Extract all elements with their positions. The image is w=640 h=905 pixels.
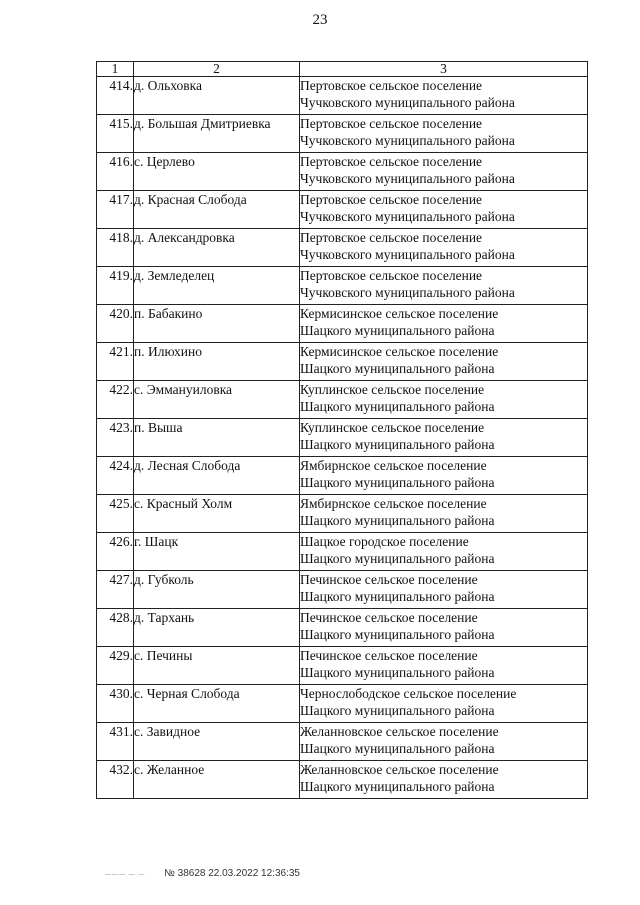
row-number: 418. [97,229,134,267]
settlement-name: Чернослободское сельское поселение [300,686,517,701]
district-name: Шацкого муниципального района [300,513,495,528]
district-name: Шацкого муниципального района [300,741,495,756]
place-name: п. Выша [134,419,300,457]
row-number: 415. [97,115,134,153]
district-name: Чучковского муниципального района [300,171,515,186]
column-header-place: 2 [134,62,300,77]
table-row [97,457,588,495]
district-name: Шацкого муниципального района [300,399,495,414]
settlement-cell [300,153,588,191]
place-name: д. Ольховка [134,77,300,115]
column-header-settlement: 3 [300,62,588,77]
district-name: Шацкого муниципального района [300,551,495,566]
settlement-name: Кермисинское сельское поселение [300,344,499,359]
table-row [97,229,588,267]
row-number: 419. [97,267,134,305]
settlement-name: Шацкое городское поселение [300,534,469,549]
settlement-cell [300,229,588,267]
footer-stamp [105,868,300,879]
table-row [97,343,588,381]
row-number: 430. [97,685,134,723]
settlement-cell [300,761,588,799]
row-number: 422. [97,381,134,419]
row-number: 414. [97,77,134,115]
table-header-row [97,62,588,77]
settlement-cell [300,723,588,761]
table-row [97,77,588,115]
row-number: 426. [97,533,134,571]
settlement-name: Пертовское сельское поселение [300,78,483,93]
table-row [97,647,588,685]
settlement-cell [300,77,588,115]
settlement-name: Ямбирнское сельское поселение [300,496,487,511]
settlement-name: Печинское сельское поселение [300,610,478,625]
row-number: 417. [97,191,134,229]
settlement-name: Желанновское сельское поселение [300,724,499,739]
document-reference: № 38628 22.03.2022 12:36:35 [164,868,300,879]
settlement-name: Пертовское сельское поселение [300,154,483,169]
district-name: Шацкого муниципального района [300,627,495,642]
table-row [97,761,588,799]
place-name: с. Желанное [134,761,300,799]
settlement-name: Желанновское сельское поселение [300,762,499,777]
place-name: с. Эммануиловка [134,381,300,419]
table-row [97,571,588,609]
settlement-name: Куплинское сельское поселение [300,420,485,435]
column-header-number: 1 [97,62,134,77]
table-row [97,723,588,761]
district-name: Чучковского муниципального района [300,285,515,300]
district-name: Шацкого муниципального района [300,361,495,376]
page-number: 23 [312,12,328,28]
place-name: д. Губколь [134,571,300,609]
place-name: д. Лесная Слобода [134,457,300,495]
settlement-cell [300,609,588,647]
district-name: Чучковского муниципального района [300,95,515,110]
row-number: 425. [97,495,134,533]
place-name: п. Бабакино [134,305,300,343]
table-row [97,381,588,419]
settlement-cell [300,533,588,571]
settlement-name: Куплинское сельское поселение [300,382,485,397]
table-row [97,419,588,457]
place-name: с. Красный Холм [134,495,300,533]
district-name: Шацкого муниципального района [300,703,495,718]
district-name: Шацкого муниципального района [300,779,495,794]
table-row [97,115,588,153]
district-name: Шацкого муниципального района [300,437,495,452]
row-number: 429. [97,647,134,685]
row-number: 416. [97,153,134,191]
district-name: Шацкого муниципального района [300,665,495,680]
table-row [97,305,588,343]
settlement-cell [300,571,588,609]
row-number: 432. [97,761,134,799]
settlement-name: Печинское сельское поселение [300,572,478,587]
row-number: 428. [97,609,134,647]
row-number: 420. [97,305,134,343]
place-name: г. Шацк [134,533,300,571]
table-row [97,533,588,571]
settlement-cell [300,305,588,343]
settlement-name: Пертовское сельское поселение [300,268,483,283]
place-name: с. Церлево [134,153,300,191]
table-row [97,191,588,229]
settlement-name: Пертовское сельское поселение [300,192,483,207]
place-name: д. Тархань [134,609,300,647]
district-name: Шацкого муниципального района [300,323,495,338]
table-row [97,685,588,723]
settlement-name: Пертовское сельское поселение [300,116,483,131]
place-name: д. Красная Слобода [134,191,300,229]
settlement-cell [300,191,588,229]
place-name: д. Земледелец [134,267,300,305]
district-name: Чучковского муниципального района [300,209,515,224]
settlement-name: Ямбирнское сельское поселение [300,458,487,473]
row-number: 421. [97,343,134,381]
table-row [97,153,588,191]
settlement-cell [300,495,588,533]
settlement-cell [300,647,588,685]
settlement-cell [300,343,588,381]
place-name: д. Александровка [134,229,300,267]
settlements-table [96,61,588,799]
place-name: с. Черная Слобода [134,685,300,723]
place-name: д. Большая Дмитриевка [134,115,300,153]
place-name: п. Илюхино [134,343,300,381]
row-number: 427. [97,571,134,609]
table-row [97,495,588,533]
settlement-cell [300,457,588,495]
district-name: Чучковского муниципального района [300,247,515,262]
footer-mark: ——— — — [105,872,146,878]
table-row [97,609,588,647]
settlement-cell [300,115,588,153]
row-number: 424. [97,457,134,495]
row-number: 431. [97,723,134,761]
settlement-name: Пертовское сельское поселение [300,230,483,245]
place-name: с. Завидное [134,723,300,761]
district-name: Чучковского муниципального района [300,133,515,148]
settlement-cell [300,419,588,457]
settlement-cell [300,685,588,723]
settlement-name: Кермисинское сельское поселение [300,306,499,321]
district-name: Шацкого муниципального района [300,475,495,490]
district-name: Шацкого муниципального района [300,589,495,604]
settlement-cell [300,267,588,305]
settlement-cell [300,381,588,419]
place-name: с. Печины [134,647,300,685]
row-number: 423. [97,419,134,457]
table-row [97,267,588,305]
settlement-name: Печинское сельское поселение [300,648,478,663]
